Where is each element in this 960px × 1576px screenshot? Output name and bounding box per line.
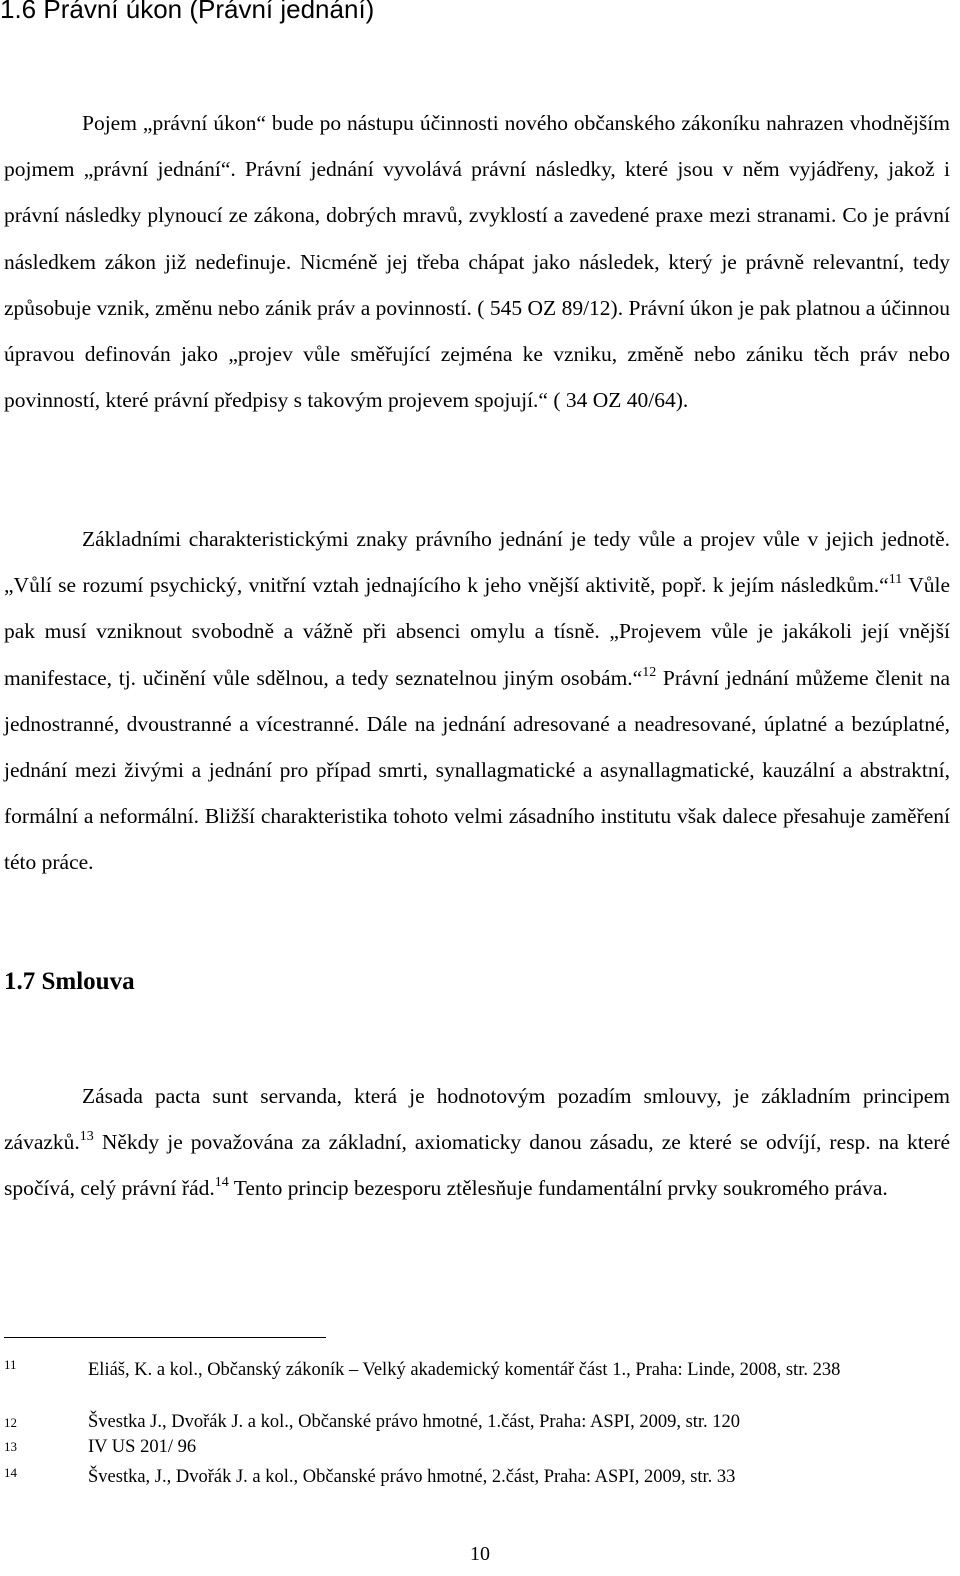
- footnote-ref-13[interactable]: 13: [79, 1129, 94, 1145]
- section-heading-1-7: 1.7 Smlouva: [4, 968, 135, 995]
- section-heading-1-6: 1.6 Právní úkon (Právní jednání): [0, 0, 375, 24]
- paragraph-pacta-sunt-servanda: [4, 1073, 950, 1212]
- footnote-separator: [4, 1337, 326, 1338]
- paragraph-text: Právní jednání můžeme členit na jednostranné, dvoustranné a vícestranné. Dále na jednání adresované a neadresované, úplatné a bezúplatné, jednání mezi živými a jednání pro případ smrti, synallagmatické a asynallagmatické, kauzální a abstraktní, formální a neformální. Bližší charakteristika tohoto velmi zásadního institutu však dalece přesahuje zaměření této práce.: [4, 665, 950, 875]
- footnote-text: IV US 201/ 96: [88, 1437, 197, 1457]
- paragraph-text: Vůle pak musí vzniknout svobodně a vážně při absenci omylu a tísně. „Projevem vůle je jakákoli její vnější manifestace, tj. učinění vůle sdělnou, a tedy seznatelnou jiným osobám.“: [4, 573, 950, 690]
- footnote-item: [0, 1458, 960, 1488]
- footnote-item: [0, 1432, 960, 1458]
- footnote-text: Švestka, J., Dvořák J. a kol., Občanské právo hmotné, 2.část, Praha: ASPI, 2009, str. 33: [88, 1467, 736, 1487]
- footnote-text: Eliáš, K. a kol., Občanský zákoník – Velký akademický komentář část 1., Praha: Linde, 2008, str. 238: [88, 1360, 841, 1380]
- footnote-item: [0, 1408, 960, 1434]
- paragraph-text: Pojem „právní úkon“ bude po nástupu účinnosti nového občanského zákoníku nahrazen vhodnějším pojmem „právní jednání“. Právní jednání vyvolává právní následky, které jsou v něm vyjádřeny, jakož i právní následky plynoucí ze zákona, dobrých mravů, zvyklostí a zavedené praxe mezi stranami. Co je právní následkem zákon již nedefinuje. Nicméně jej třeba chápat jako následek, který je právně relevantní, tedy způsobuje vznik, změnu nebo zánik práv a povinností. ( 545 OZ 89/12). Právní úkon je pak platnou a účinnou úpravou definován jako „projev vůle směřující zejména ke vzniku, změně nebo zániku těch práv nebo povinností, které právní předpisy s takovým projevem spojují.“ ( 34 OZ 40/64).: [4, 111, 950, 413]
- footnote-ref-11[interactable]: 11: [888, 572, 903, 588]
- footnote-item: [0, 1350, 960, 1402]
- footnote-text: Švestka J., Dvořák J. a kol., Občanské právo hmotné, 1.část, Praha: ASPI, 2009, str. 120: [88, 1412, 741, 1432]
- footnote-number: 12: [4, 1415, 17, 1430]
- paragraph-text: Tento princip bezesporu ztělesňuje fundamentální prvky soukromého práva.: [228, 1176, 888, 1201]
- paragraph-text: Základními charakteristickými znaky právního jednání je tedy vůle a projev vůle v jejich jednotě. „Vůlí se rozumí psychický, vnitřní vztah jednajícího k jeho vnější aktivitě, popř. k jejím následkům.“: [4, 527, 950, 598]
- footnote-number: 11: [4, 1357, 17, 1372]
- footnote-ref-12[interactable]: 12: [642, 664, 657, 680]
- paragraph-legal-act-definition: [4, 100, 950, 423]
- footnote-number: 13: [4, 1439, 17, 1454]
- paragraph-legal-act-characteristics: [4, 516, 950, 886]
- paragraph-text: Zásada pacta sunt servanda, která je hodnotovým pozadím smlouvy, je základním principem závazků.: [4, 1084, 950, 1155]
- footnote-ref-14[interactable]: 14: [214, 1175, 229, 1191]
- paragraph-text: Někdy je považována za základní, axiomaticky danou zásadu, ze které se odvíjí, resp. na které spočívá, celý právní řád.: [4, 1130, 950, 1201]
- page-number: 10: [470, 1543, 490, 1565]
- footnote-number: 14: [4, 1465, 17, 1480]
